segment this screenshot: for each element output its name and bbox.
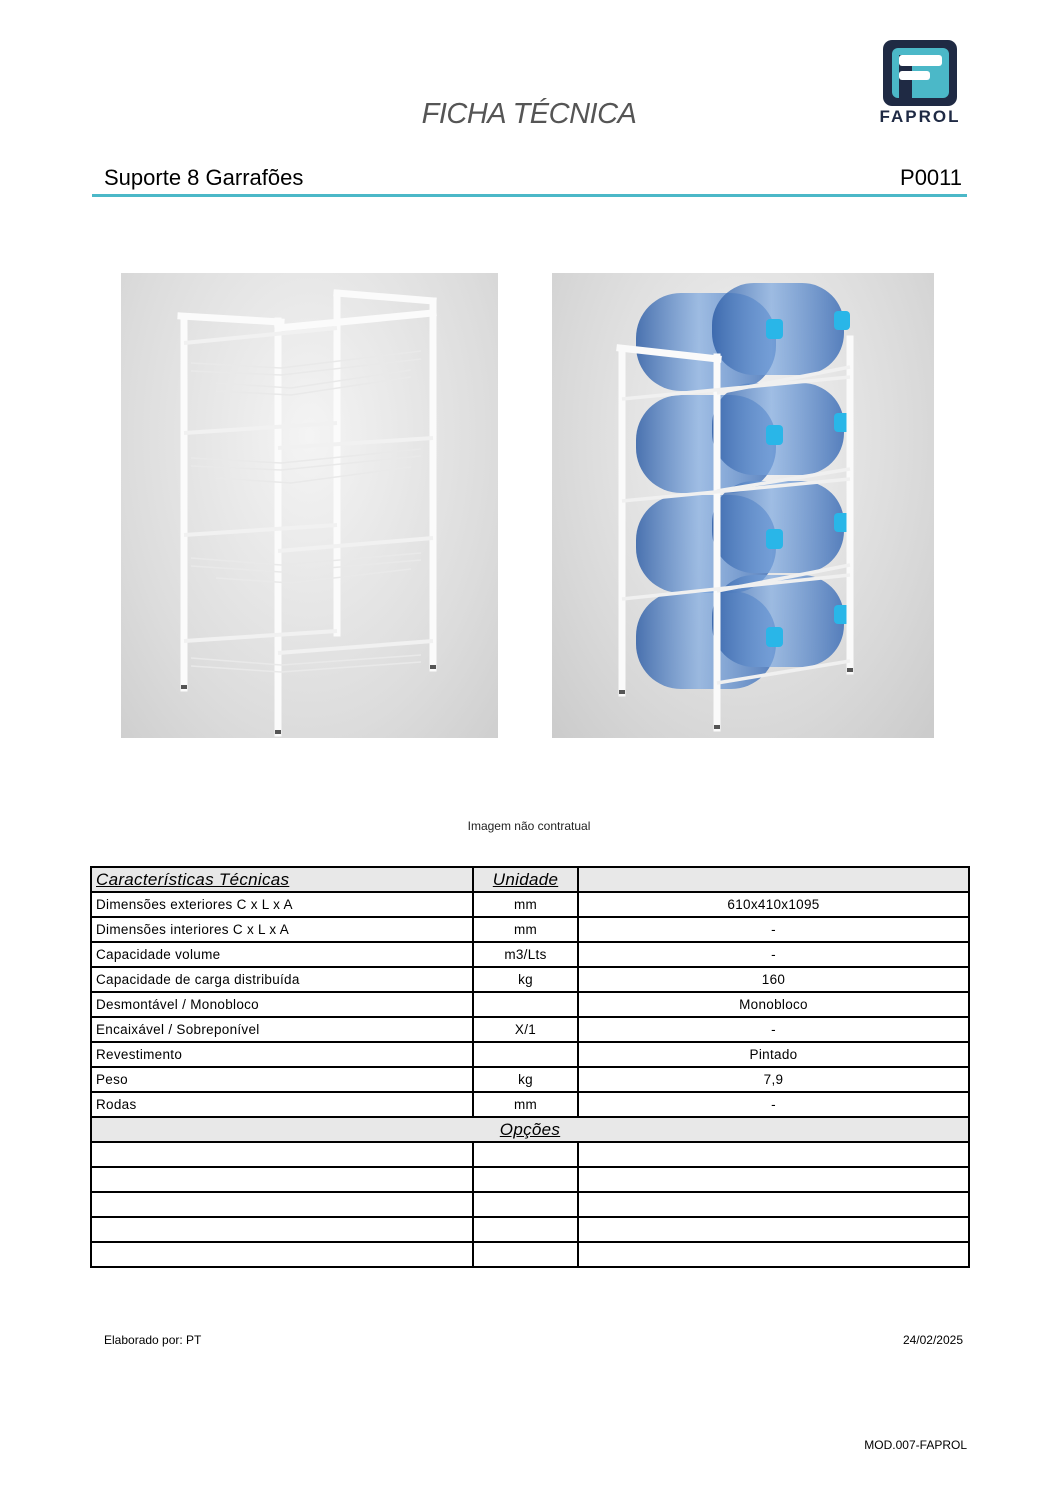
row-unit: mm [473, 917, 578, 942]
table-row [91, 1017, 969, 1042]
empty-option-row [91, 1242, 969, 1267]
faprol-logo [872, 38, 968, 130]
prepared-by: Elaborado por: PT [104, 1333, 202, 1347]
technical-spec-table [90, 866, 970, 1268]
row-unit: mm [473, 892, 578, 917]
row-label: Dimensões exteriores C x L x A [91, 892, 473, 917]
product-image-empty-rack [121, 273, 498, 738]
row-label: Dimensões interiores C x L x A [91, 917, 473, 942]
row-value: - [578, 1017, 969, 1042]
row-value: 610x410x1095 [578, 892, 969, 917]
row-label: Revestimento [91, 1042, 473, 1067]
row-value: - [578, 942, 969, 967]
row-label: Encaixável / Sobreponível [91, 1017, 473, 1042]
empty-rack-illustration [121, 273, 498, 738]
empty-option-row [91, 1192, 969, 1217]
row-unit: X/1 [473, 1017, 578, 1042]
product-name: Suporte 8 Garrafões [104, 165, 304, 190]
document-title: FICHA TÉCNICA [421, 98, 637, 130]
header-characteristics: Características Técnicas [91, 867, 473, 892]
empty-option-row [91, 1217, 969, 1242]
row-unit: m3/Lts [473, 942, 578, 967]
row-unit [473, 992, 578, 1017]
image-caption: Imagem não contratual [467, 819, 591, 833]
table-row [91, 967, 969, 992]
logo-mark-icon [872, 38, 968, 108]
row-unit: kg [473, 1067, 578, 1092]
row-value: Pintado [578, 1042, 969, 1067]
title-divider [92, 194, 967, 197]
row-unit: kg [473, 967, 578, 992]
model-reference: MOD.007-FAPROL [864, 1438, 967, 1452]
options-header: Opções [91, 1117, 969, 1142]
table-row [91, 992, 969, 1017]
table-row [91, 892, 969, 917]
table-row [91, 1042, 969, 1067]
row-value: - [578, 917, 969, 942]
row-unit [473, 1042, 578, 1067]
table-row [91, 917, 969, 942]
product-code: P0011 [900, 165, 962, 190]
row-value: - [578, 1092, 969, 1117]
document-date: 24/02/2025 [902, 1333, 963, 1347]
header-value [578, 867, 969, 892]
logo-text: FAPROL [879, 107, 961, 126]
row-unit: mm [473, 1092, 578, 1117]
loaded-rack-illustration [552, 273, 934, 738]
row-label: Capacidade de carga distribuída [91, 967, 473, 992]
empty-option-row [91, 1167, 969, 1192]
row-label: Rodas [91, 1092, 473, 1117]
options-header-row [91, 1117, 969, 1142]
row-value: 160 [578, 967, 969, 992]
row-value: 7,9 [578, 1067, 969, 1092]
row-label: Peso [91, 1067, 473, 1092]
table-row [91, 942, 969, 967]
product-image-loaded-rack [552, 273, 934, 738]
row-label: Capacidade volume [91, 942, 473, 967]
table-header-row [91, 867, 969, 892]
table-row [91, 1067, 969, 1092]
header-unit: Unidade [473, 867, 578, 892]
row-value: Monobloco [578, 992, 969, 1017]
empty-option-row [91, 1142, 969, 1167]
table-row [91, 1092, 969, 1117]
row-label: Desmontável / Monobloco [91, 992, 473, 1017]
